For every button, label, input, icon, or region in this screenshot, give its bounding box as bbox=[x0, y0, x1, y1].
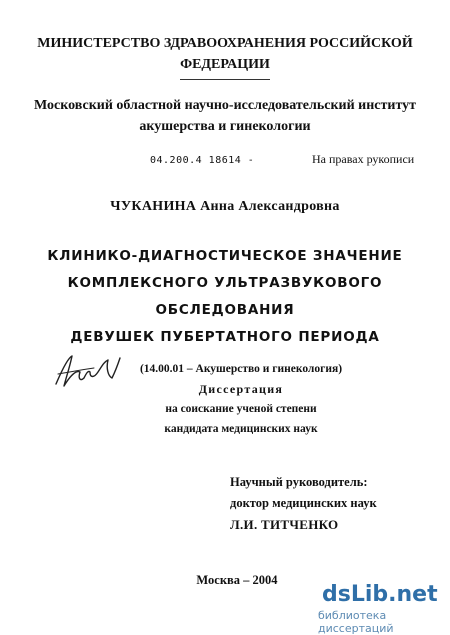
dissertation-title bbox=[0, 243, 450, 351]
degree-name: кандидата медицинских наук bbox=[164, 423, 318, 435]
watermark-subtitle: библиотека диссертаций bbox=[318, 609, 394, 635]
watermark-logo: dsLib.net bbox=[322, 582, 438, 607]
advisor-title: доктор медицинских наук bbox=[230, 496, 377, 510]
degree-purpose: на соискание ученой степени bbox=[165, 403, 317, 415]
advisor-name: Л.И. ТИТЧЕНКО bbox=[230, 517, 339, 532]
signature-icon bbox=[50, 348, 126, 392]
title-line-2: КОМПЛЕКСНОГО УЛЬТРАЗВУКОВОГО bbox=[67, 275, 383, 291]
institute-heading bbox=[0, 95, 450, 137]
author-name: ЧУКАНИНА Анна Александровна bbox=[110, 199, 340, 214]
institute-line-1: Московский областной научно-исследовательский институт bbox=[33, 98, 417, 113]
institute-line-2: акушерства и гинекологии bbox=[139, 119, 311, 134]
registration-number: 04.200.4 18614 - bbox=[150, 155, 255, 166]
title-line-3: ОБСЛЕДОВАНИЯ bbox=[155, 302, 295, 318]
city-year: Москва – 2004 bbox=[196, 573, 278, 587]
title-line-4: ДЕВУШЕК ПУБЕРТАТНОГО ПЕРИОДА bbox=[70, 329, 380, 345]
ministry-heading bbox=[0, 33, 450, 75]
ministry-line-1: МИНИСТЕРСТВО ЗДРАВООХРАНЕНИЯ РОССИЙСКОЙ bbox=[37, 36, 413, 51]
advisor-block bbox=[230, 472, 377, 535]
ministry-line-2: ФЕДЕРАЦИИ bbox=[180, 57, 270, 72]
degree-block bbox=[136, 359, 346, 439]
specialty-code: (14.00.01 – Акушерство и гинекология) bbox=[139, 363, 343, 375]
work-type: Диссертация bbox=[198, 382, 284, 396]
manuscript-rights-note: На правах рукописи bbox=[312, 152, 415, 166]
separator-rule bbox=[180, 79, 270, 80]
title-line-1: КЛИНИКО-ДИАГНОСТИЧЕСКОЕ ЗНАЧЕНИЕ bbox=[47, 248, 403, 264]
advisor-label: Научный руководитель: bbox=[230, 475, 368, 489]
